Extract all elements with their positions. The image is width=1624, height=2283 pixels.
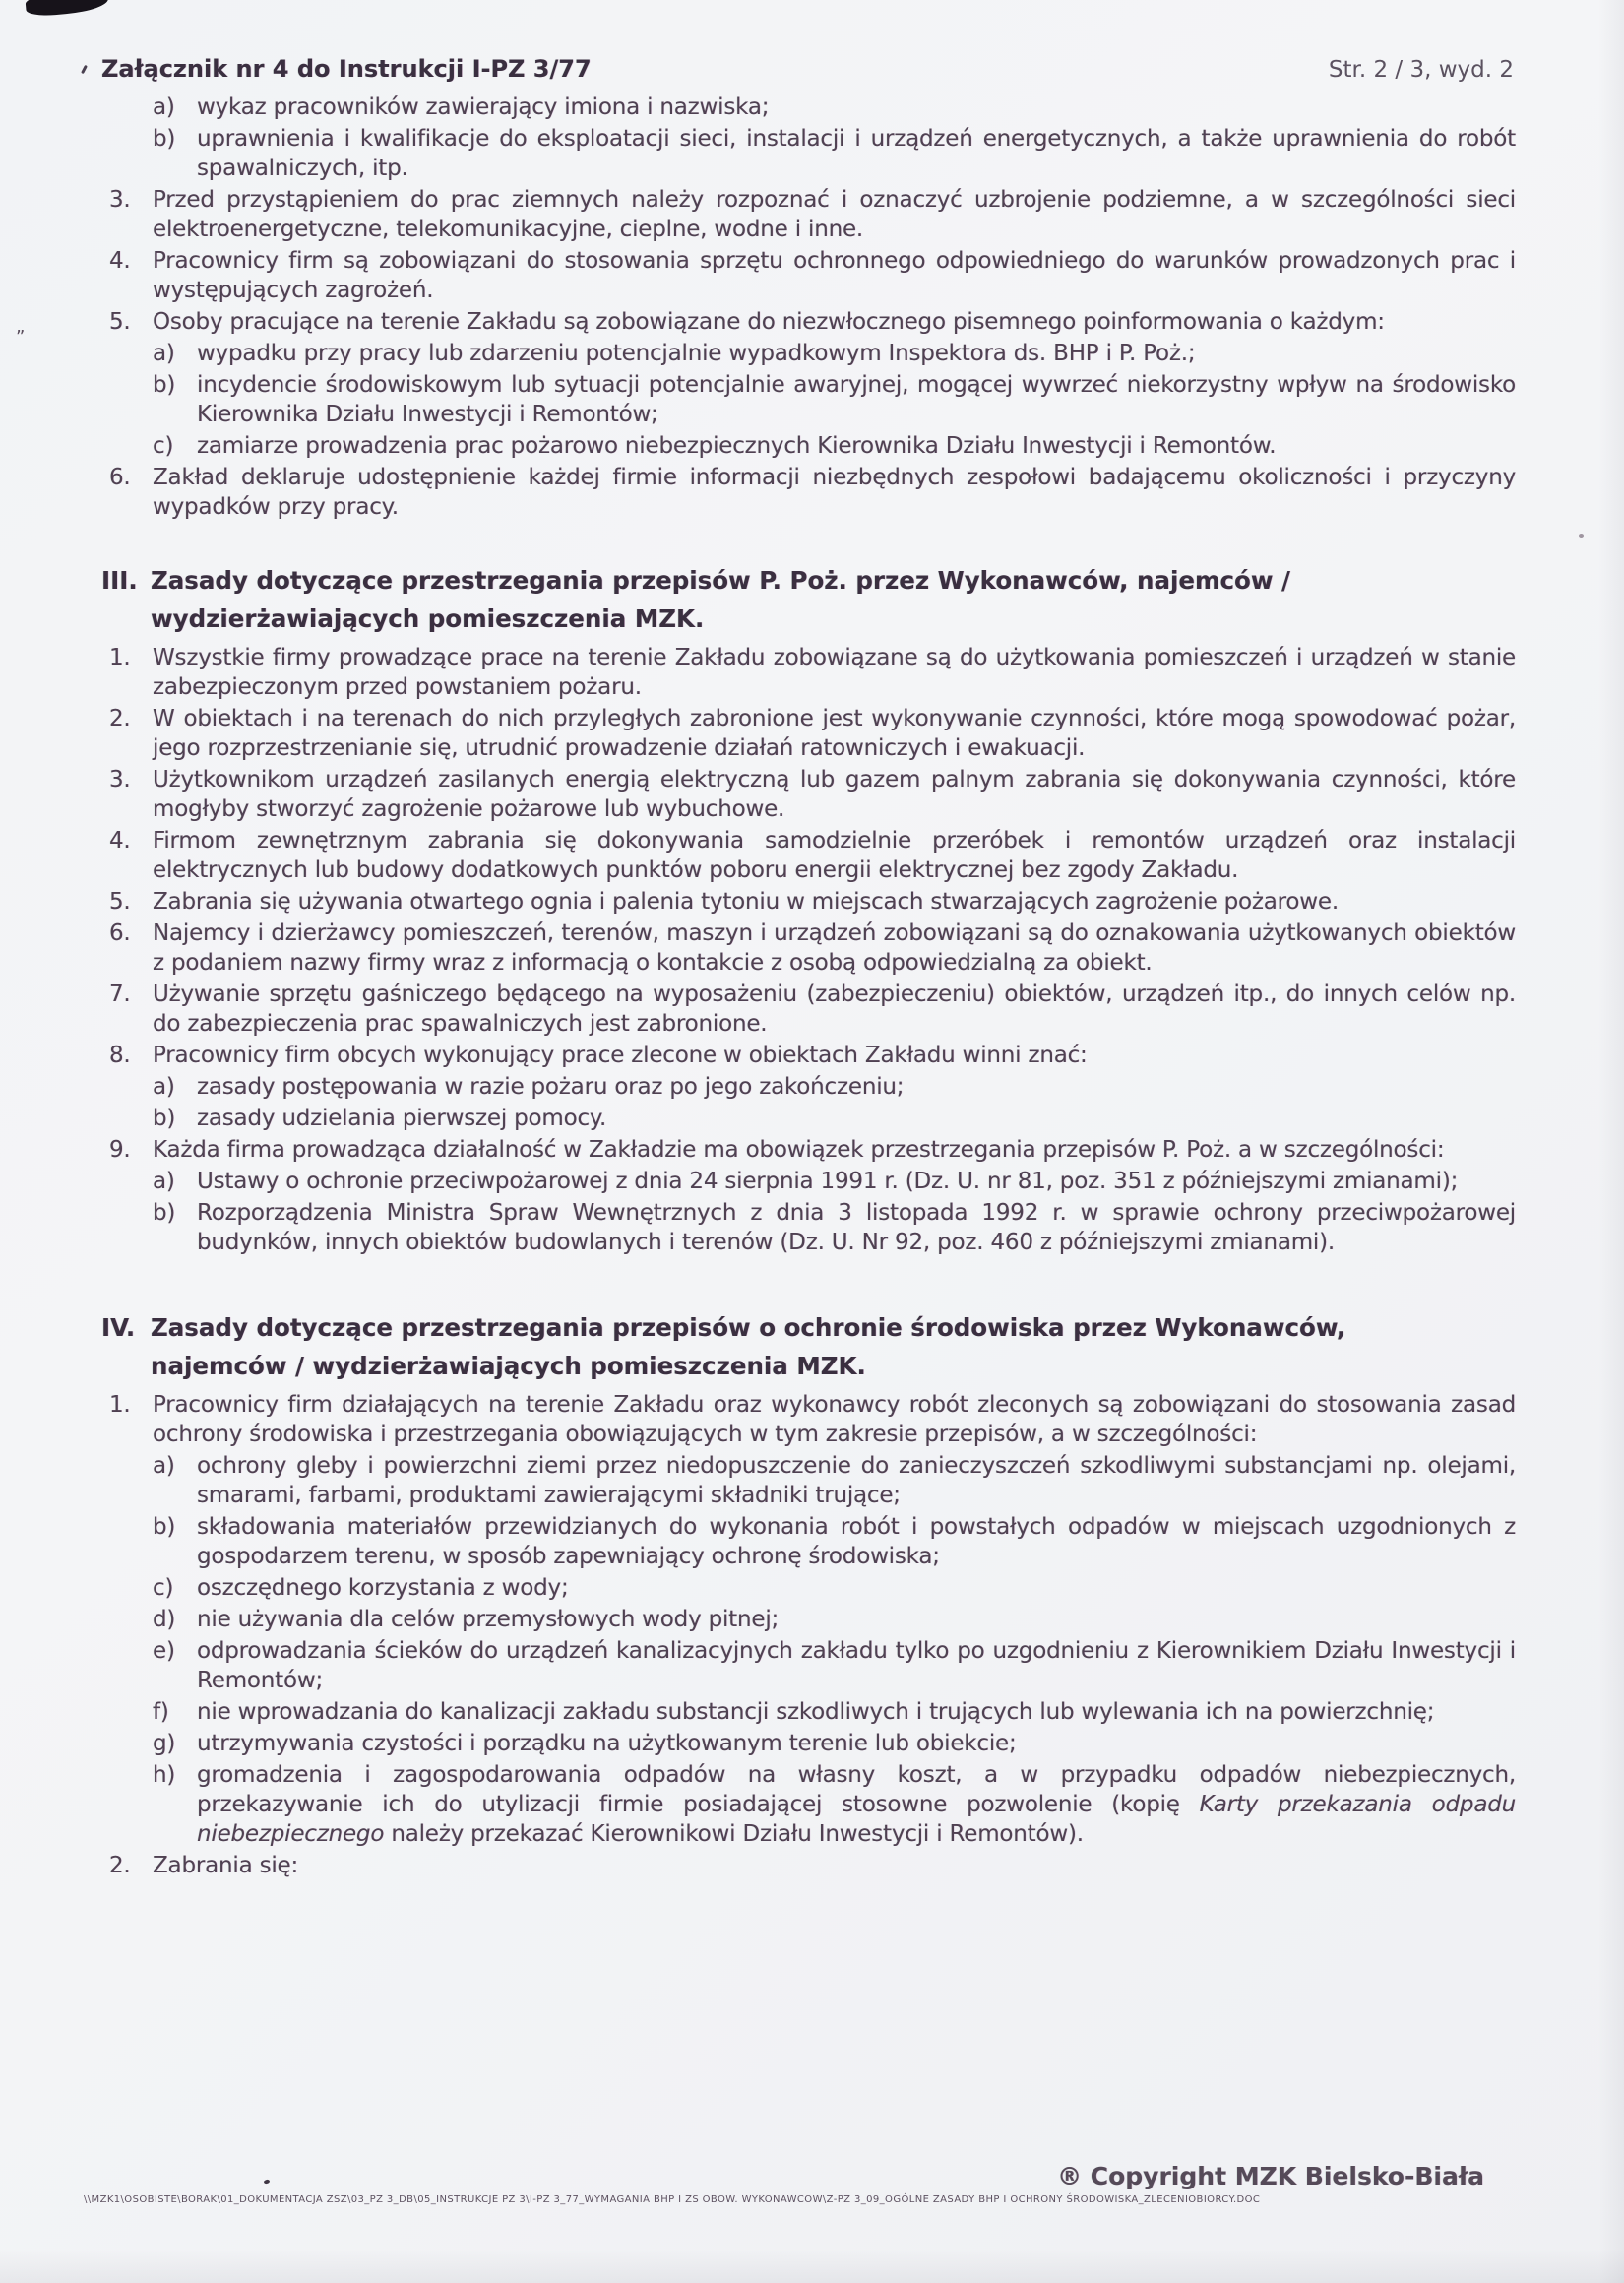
item-text: incydencie środowiskowym lub sytuacji potencjalnie awaryjnej, mogącej wywrzeć niekorzystny wpływ na środowisko Kierownika Działu Inwestycji i Remontów; bbox=[197, 372, 1516, 427]
item-marker: 5. bbox=[109, 309, 131, 335]
list-item-4 bbox=[101, 826, 1516, 885]
list-item-f bbox=[101, 1697, 1516, 1727]
list-item-6 bbox=[101, 463, 1516, 522]
section-2-continued bbox=[101, 93, 1516, 522]
item-marker: g) bbox=[153, 1731, 176, 1756]
item-text: zamiarze prowadzenia prac pożarowo niebezpiecznych Kierownika Działu Inwestycji i Remontów. bbox=[197, 433, 1277, 459]
list-item-3 bbox=[101, 185, 1516, 244]
item-text: nie wprowadzania do kanalizacji zakładu substancji szkodliwych i trujących lub wylewania ich na powierzchnię; bbox=[197, 1699, 1435, 1725]
item-text: Ustawy o ochronie przeciwpożarowej z dnia 24 sierpnia 1991 r. (Dz. U. nr 81, poz. 351 z późniejszymi zmianami); bbox=[197, 1169, 1459, 1194]
list-item-1 bbox=[101, 1390, 1516, 1449]
section-3 bbox=[101, 561, 1516, 1257]
item-marker: 8. bbox=[109, 1043, 131, 1068]
section-4-heading bbox=[101, 1308, 1516, 1385]
section-marker: IV. bbox=[101, 1313, 136, 1342]
text-run: gromadzenia i zagospodarowania odpadów na własny koszt, a w przypadku odpadów niebezpiecznych, przekazywanie ich do utylizacji firmie posiadającej stosowne pozwolenie (kopię bbox=[197, 1762, 1516, 1817]
document-body bbox=[101, 91, 1516, 1882]
item-text: zasady postępowania w razie pożaru oraz po jego zakończeniu; bbox=[197, 1074, 905, 1100]
item-text: W obiektach i na terenach do nich przyległych zabronione jest wykonywanie czynności, które mogą spowodować pożar, jego rozprzestrzenianie się, utrudnić prowadzenie działań ratowniczych i ewakuacji. bbox=[153, 706, 1516, 761]
item-marker: e) bbox=[153, 1638, 175, 1664]
list-item-b bbox=[101, 1512, 1516, 1571]
file-path: \\MZK1\OSOBISTE\BORAK\01_DOKUMENTACJA ZSZ\03_PZ 3_DB\05_INSTRUKCJE PZ 3\I-PZ 3_77_WYMAGANIA BHP I ZS OBOW. WYKONAWCOW\Z-PZ 3_09_OGÓLNE ZASADY BHP I OCHRONY ŚRODOWISKA_ZLECENIOBIORCY.DOC bbox=[84, 2194, 1261, 2205]
section-heading-line: Zasady dotyczące przestrzegania przepisów P. Poż. przez Wykonawców, najemców / bbox=[151, 566, 1290, 595]
item-marker: 3. bbox=[109, 767, 131, 793]
item-marker: a) bbox=[153, 341, 175, 366]
list-item-5 bbox=[101, 887, 1516, 917]
scan-artifact-quote: ” bbox=[16, 327, 26, 348]
item-text: odprowadzania ścieków do urządzeń kanalizacyjnych zakładu tylko po uzgodnieniu z Kierownikiem Działu Inwestycji i Remontów; bbox=[197, 1638, 1516, 1693]
item-text: Najemcy i dzierżawcy pomieszczeń, terenów, maszyn i urządzeń zobowiązani są do oznakowania użytkowanych obiektów z podaniem nazwy firmy wraz z informacją o kontakcie z osobą odpowiedzialną za obiekt. bbox=[153, 920, 1516, 976]
item-text: Firmom zewnętrznym zabrania się dokonywania samodzielnie przeróbek i remontów urządzeń oraz instalacji elektrycznych lub budowy dodatkowych punktów poboru energii elektrycznej bez zgody Zakładu. bbox=[153, 828, 1516, 883]
item-text: wykaz pracowników zawierający imiona i nazwiska; bbox=[197, 95, 770, 120]
item-marker: b) bbox=[153, 126, 176, 152]
item-marker: c) bbox=[153, 1575, 174, 1601]
document-title: Załącznik nr 4 do Instrukcji I-PZ 3/77 bbox=[101, 55, 592, 83]
item-marker: h) bbox=[153, 1762, 176, 1788]
page-number: Str. 2 / 3, wyd. 2 bbox=[1328, 57, 1514, 83]
item-marker: b) bbox=[153, 372, 176, 398]
scan-edge-shadow bbox=[1598, 0, 1624, 2283]
list-item-2 bbox=[101, 1851, 1516, 1880]
item-text: Zabrania się: bbox=[153, 1853, 299, 1878]
item-text: Pracownicy firm obcych wykonujący prace zlecone w obiektach Zakładu winni znać: bbox=[153, 1043, 1088, 1068]
item-text: Osoby pracujące na terenie Zakładu są zobowiązane do niezwłocznego pisemnego poinformowania o każdym: bbox=[153, 309, 1385, 335]
item-marker: 2. bbox=[109, 706, 131, 731]
list-item-a bbox=[101, 93, 1516, 122]
item-text: Używanie sprzętu gaśniczego będącego na wyposażeniu (zabezpieczeniu) obiektów, urządzeń itp., do innych celów np. do zabezpieczenia prac spawalniczych jest zabronione. bbox=[153, 982, 1516, 1037]
scan-artifact-speck bbox=[264, 2179, 271, 2184]
item-marker: 1. bbox=[109, 645, 131, 670]
list-item-b bbox=[101, 1104, 1516, 1133]
list-item-2 bbox=[101, 704, 1516, 763]
item-marker: 4. bbox=[109, 828, 131, 854]
scan-artifact-tick bbox=[81, 65, 88, 74]
item-text bbox=[197, 1760, 1516, 1849]
item-marker: 3. bbox=[109, 187, 131, 213]
list-item-h bbox=[101, 1760, 1516, 1849]
section-4 bbox=[101, 1308, 1516, 1880]
list-item-8 bbox=[101, 1041, 1516, 1070]
list-item-b bbox=[101, 370, 1516, 429]
list-item-b bbox=[101, 124, 1516, 183]
section-marker: III. bbox=[101, 566, 138, 595]
item-marker: b) bbox=[153, 1200, 176, 1226]
item-marker: a) bbox=[153, 95, 175, 120]
item-text: Pracownicy firm działających na terenie Zakładu oraz wykonawcy robót zleconych są zobowiązani do stosowania zasad ochrony środowiska i przestrzegania obowiązujących w tym zakresie przepisów, a w szczególności: bbox=[153, 1392, 1516, 1447]
item-marker: 9. bbox=[109, 1137, 131, 1163]
item-marker: d) bbox=[153, 1607, 176, 1632]
list-item-3 bbox=[101, 765, 1516, 824]
list-item-6 bbox=[101, 919, 1516, 978]
list-item-e bbox=[101, 1636, 1516, 1695]
item-text: Każda firma prowadząca działalność w Zakładzie ma obowiązek przestrzegania przepisów P. Poż. a w szczególności: bbox=[153, 1137, 1445, 1163]
list-item-a bbox=[101, 1072, 1516, 1102]
list-item-5 bbox=[101, 307, 1516, 337]
item-marker: c) bbox=[153, 433, 174, 459]
item-text: uprawnienia i kwalifikacje do eksploatacji sieci, instalacji i urządzeń energetycznych, a także uprawnienia do robót spawalniczych, itp. bbox=[197, 126, 1516, 181]
page-header bbox=[101, 55, 1514, 83]
item-marker: b) bbox=[153, 1514, 176, 1540]
list-item-d bbox=[101, 1605, 1516, 1634]
item-marker: a) bbox=[153, 1453, 175, 1479]
list-item-9 bbox=[101, 1135, 1516, 1165]
item-marker: a) bbox=[153, 1169, 175, 1194]
item-text: wypadku przy pracy lub zdarzeniu potencjalnie wypadkowym Inspektora ds. BHP i P. Poż.; bbox=[197, 341, 1196, 366]
item-text: składowania materiałów przewidzianych do wykonania robót i powstałych odpadów w miejscach uzgodnionych z gospodarzem terenu, w sposób zapewniający ochronę środowiska; bbox=[197, 1514, 1516, 1569]
list-item-a bbox=[101, 1167, 1516, 1196]
scan-artifact-speck bbox=[1579, 534, 1584, 538]
item-marker: 2. bbox=[109, 1853, 131, 1878]
scan-edge-shadow bbox=[0, 2250, 1624, 2283]
item-text: utrzymywania czystości i porządku na użytkowanym terenie lub obiekcie; bbox=[197, 1731, 1017, 1756]
list-item-a bbox=[101, 1451, 1516, 1510]
item-text: zasady udzielania pierwszej pomocy. bbox=[197, 1106, 607, 1131]
item-text: Rozporządzenia Ministra Spraw Wewnętrznych z dnia 3 listopada 1992 r. w sprawie ochrony przeciwpożarowej budynków, innych obiektów budowlanych i terenów (Dz. U. Nr 92, poz. 460 z późniejszymi zmianami). bbox=[197, 1200, 1516, 1255]
item-marker: a) bbox=[153, 1074, 175, 1100]
item-marker: 5. bbox=[109, 889, 131, 915]
item-marker: b) bbox=[153, 1106, 176, 1131]
item-text: ochrony gleby i powierzchni ziemi przez niedopuszczenie do zanieczyszczeń szkodliwymi substancjami np. olejami, smarami, farbami, produktami zawierającymi składniki trujące; bbox=[197, 1453, 1516, 1508]
item-marker: 6. bbox=[109, 920, 131, 946]
item-text: oszczędnego korzystania z wody; bbox=[197, 1575, 569, 1601]
scan-artifact-blob bbox=[25, 0, 109, 18]
list-item-7 bbox=[101, 980, 1516, 1039]
item-text: Zabrania się używania otwartego ognia i palenia tytoniu w miejscach stwarzających zagrożenie pożarowe. bbox=[153, 889, 1339, 915]
section-heading-line: Zasady dotyczące przestrzegania przepisów o ochronie środowiska przez Wykonawców, bbox=[151, 1313, 1346, 1342]
copyright-notice: ® Copyright MZK Bielsko-Biała bbox=[1057, 2162, 1484, 2190]
text-run: należy przekazać Kierownikowi Działu Inwestycji i Remontów). bbox=[384, 1821, 1084, 1847]
item-text: nie używania dla celów przemysłowych wody pitnej; bbox=[197, 1607, 780, 1632]
item-marker: 7. bbox=[109, 982, 131, 1007]
item-marker: f) bbox=[153, 1699, 169, 1725]
item-marker: 6. bbox=[109, 465, 131, 490]
item-text: Pracownicy firm są zobowiązani do stosowania sprzętu ochronnego odpowiedniego do warunków prowadzonych prac i występujących zagrożeń. bbox=[153, 248, 1516, 303]
list-item-g bbox=[101, 1729, 1516, 1758]
list-item-a bbox=[101, 339, 1516, 368]
list-item-1 bbox=[101, 643, 1516, 702]
list-item-c bbox=[101, 431, 1516, 461]
item-text: Użytkownikom urządzeń zasilanych energią elektryczną lub gazem palnym zabrania się dokonywania czynności, które mogłyby stworzyć zagrożenie pożarowe lub wybuchowe. bbox=[153, 767, 1516, 822]
section-heading-line: wydzierżawiających pomieszczenia MZK. bbox=[151, 604, 705, 633]
list-item-4 bbox=[101, 246, 1516, 305]
italic-text-run: Karty przekazania odpadu niebezpiecznego bbox=[197, 1792, 1516, 1847]
item-text: Wszystkie firmy prowadzące prace na terenie Zakładu zobowiązane są do użytkowania pomieszczeń i urządzeń w stanie zabezpieczonym przed powstaniem pożaru. bbox=[153, 645, 1516, 700]
item-text: Przed przystąpieniem do prac ziemnych należy rozpoznać i oznaczyć uzbrojenie podziemne, a w szczególności sieci elektroenergetyczne, telekomunikacyjne, cieplne, wodne i inne. bbox=[153, 187, 1516, 242]
section-3-heading bbox=[101, 561, 1516, 638]
item-marker: 1. bbox=[109, 1392, 131, 1418]
item-marker: 4. bbox=[109, 248, 131, 274]
section-heading-line: najemców / wydzierżawiających pomieszczenia MZK. bbox=[151, 1352, 866, 1380]
item-text: Zakład deklaruje udostępnienie każdej firmie informacji niezbędnych zespołowi badającemu okoliczności i przyczyny wypadków przy pracy. bbox=[153, 465, 1516, 520]
list-item-c bbox=[101, 1573, 1516, 1603]
list-item-b bbox=[101, 1198, 1516, 1257]
